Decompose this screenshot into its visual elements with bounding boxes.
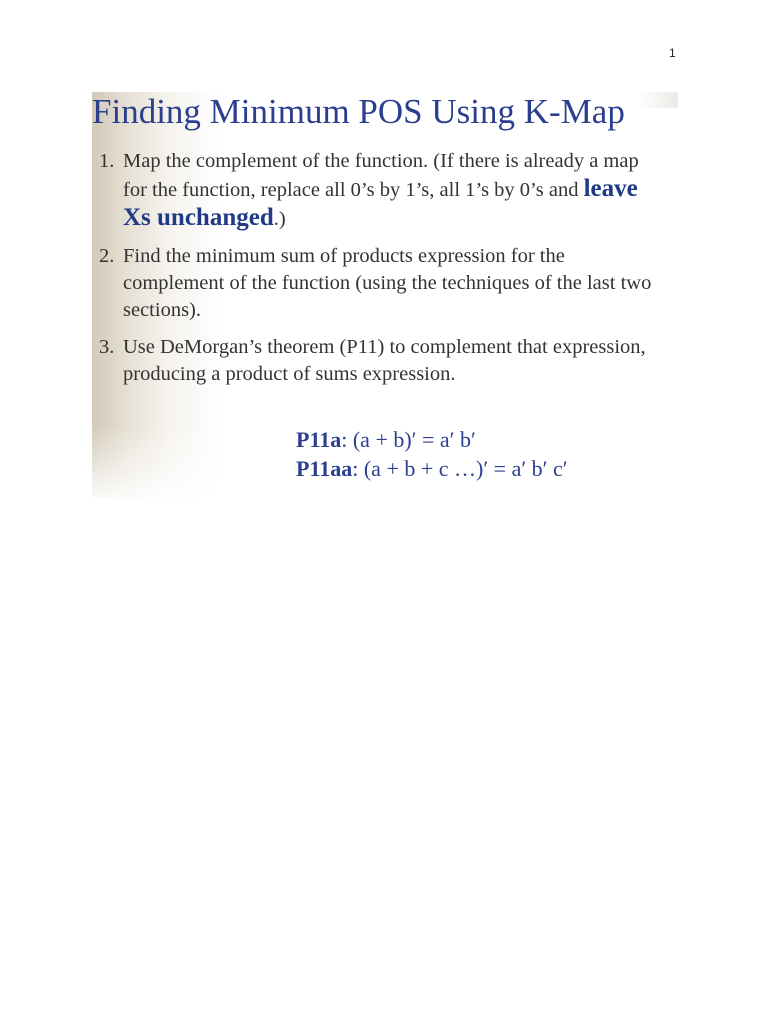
step-text [123, 148, 663, 233]
step-item [92, 148, 678, 233]
formula-line [296, 454, 568, 483]
formula-line [296, 425, 568, 454]
formula-block [296, 425, 568, 483]
step-item [92, 334, 678, 388]
page-number: 1 [669, 46, 676, 60]
step-number: 2. [99, 245, 115, 267]
slide [92, 92, 678, 498]
step-number: 3. [99, 336, 115, 358]
step-text: Find the minimum sum of products expression for the complement of the function (using the techniques of the last two sections). [123, 245, 652, 321]
step-emphasis: leave Xs unchanged [123, 175, 638, 231]
step-text: Use DeMorgan’s theorem (P11) to complement that expression, producing a product of sums expression. [123, 336, 646, 385]
step-number: 1. [99, 150, 115, 172]
formula-expression: : (a + b)′ = a′ b′ [341, 427, 476, 452]
slide-title: Finding Minimum POS Using K-Map [92, 92, 625, 131]
formula-label: P11a [296, 427, 342, 452]
step-suffix: .) [273, 208, 286, 230]
formula-label: P11aa [296, 456, 353, 481]
step-body: Map the complement of the function. (If there is already a map for the function, replace all 0’s by 1’s, all 1’s by 0’s and [123, 150, 639, 201]
steps-list [92, 148, 678, 388]
formula-expression: : (a + b + c …)′ = a′ b′ c′ [352, 456, 568, 481]
step-item [92, 243, 678, 324]
